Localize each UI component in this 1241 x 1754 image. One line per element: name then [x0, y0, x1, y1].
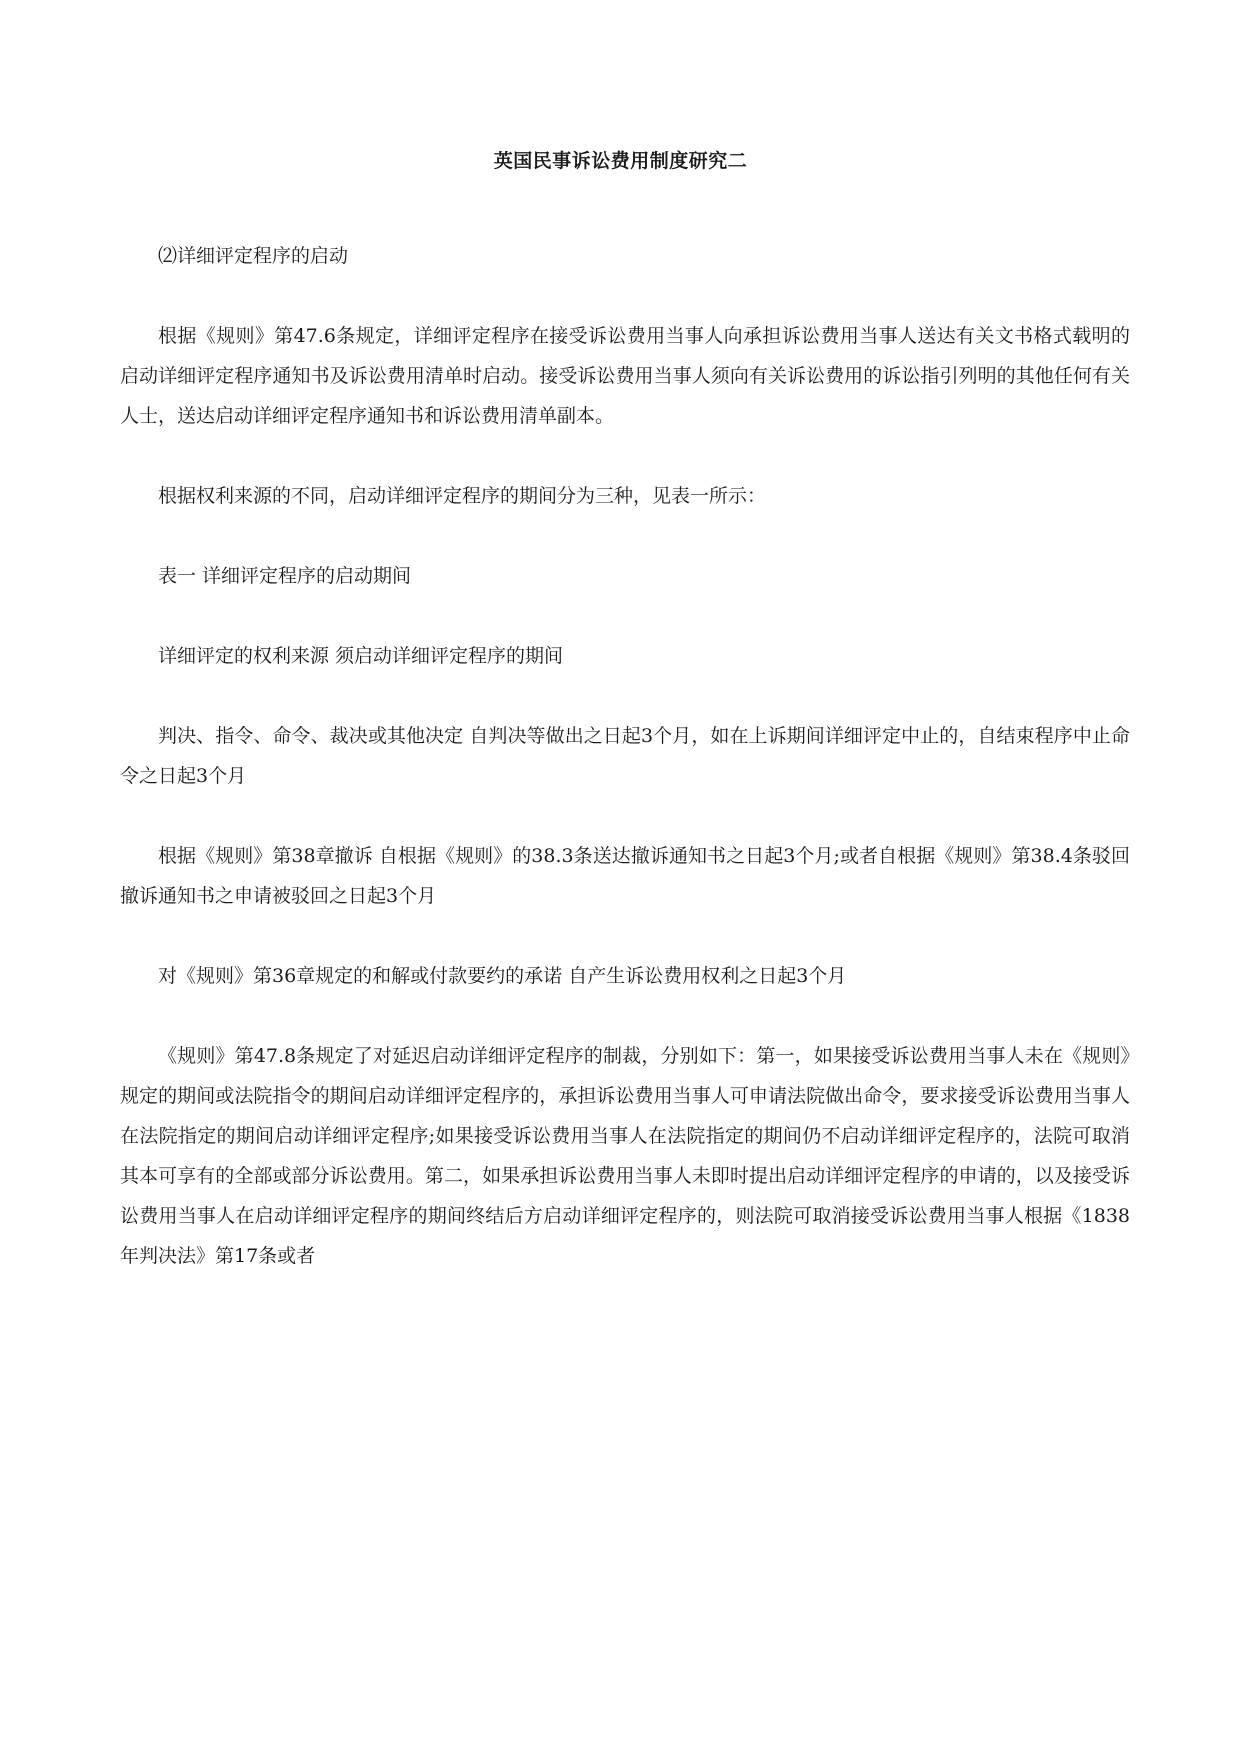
document-title: 英国民事诉讼费用制度研究二 [493, 150, 748, 172]
paragraph-section-heading: ⑵详细评定程序的启动 [158, 245, 349, 267]
table-header-row: 详细评定的权利来源 须启动详细评定程序的期间 [158, 645, 564, 667]
paragraph-rule-47-8: 《规则》第47.8条规定了对延迟启动详细评定程序的制裁，分别如下：第一，如果接受诉讼费用当事人未在《规则》规定的期间或法院指令的期间启动详细评定程序的，承担诉讼费用当事人可申请法院做出命令，要求接受诉讼费用当事人在法院指定的期间启动详细评定程序;如果接受诉讼费用当事人在法院指定的期间仍不启动详细评定程序的，法院可取消其本可享有的全部或部分诉讼费用。第二，如果承担诉讼费用当事人未即时提出启动详细评定程序的申请的，以及接受诉讼费用当事人在启动详细评定程序的期间终结后方启动详细评定程序的，则法院可取消接受诉讼费用当事人根据《1838年判决法》第17条或者 [120, 1045, 1130, 1267]
paragraph-rule-47-6: 根据《规则》第47.6条规定，详细评定程序在接受诉讼费用当事人向承担诉讼费用当事人送达有关文书格式载明的启动详细评定程序通知书及诉讼费用清单时启动。接受诉讼费用当事人须向有关诉讼费用的诉讼指引列明的其他任何有关人士，送达启动详细评定程序通知书和诉讼费用清单副本。 [120, 325, 1130, 427]
table-caption: 表一 详细评定程序的启动期间 [158, 565, 412, 587]
table-row-discontinuance: 根据《规则》第38章撤诉 自根据《规则》的38.3条送达撤诉通知书之日起3个月;或者自根据《规则》第38.4条驳回撤诉通知书之申请被驳回之日起3个月 [120, 845, 1130, 907]
table-row-judgment: 判决、指令、命令、裁决或其他决定 自判决等做出之日起3个月，如在上诉期间详细评定中止的，自结束程序中止命令之日起3个月 [120, 725, 1130, 787]
paragraph-periods-intro: 根据权利来源的不同，启动详细评定程序的期间分为三种，见表一所示： [158, 485, 767, 507]
document-body [120, 236, 1130, 1316]
table-row-settlement: 对《规则》第36章规定的和解或付款要约的承诺 自产生诉讼费用权利之日起3个月 [158, 965, 847, 987]
